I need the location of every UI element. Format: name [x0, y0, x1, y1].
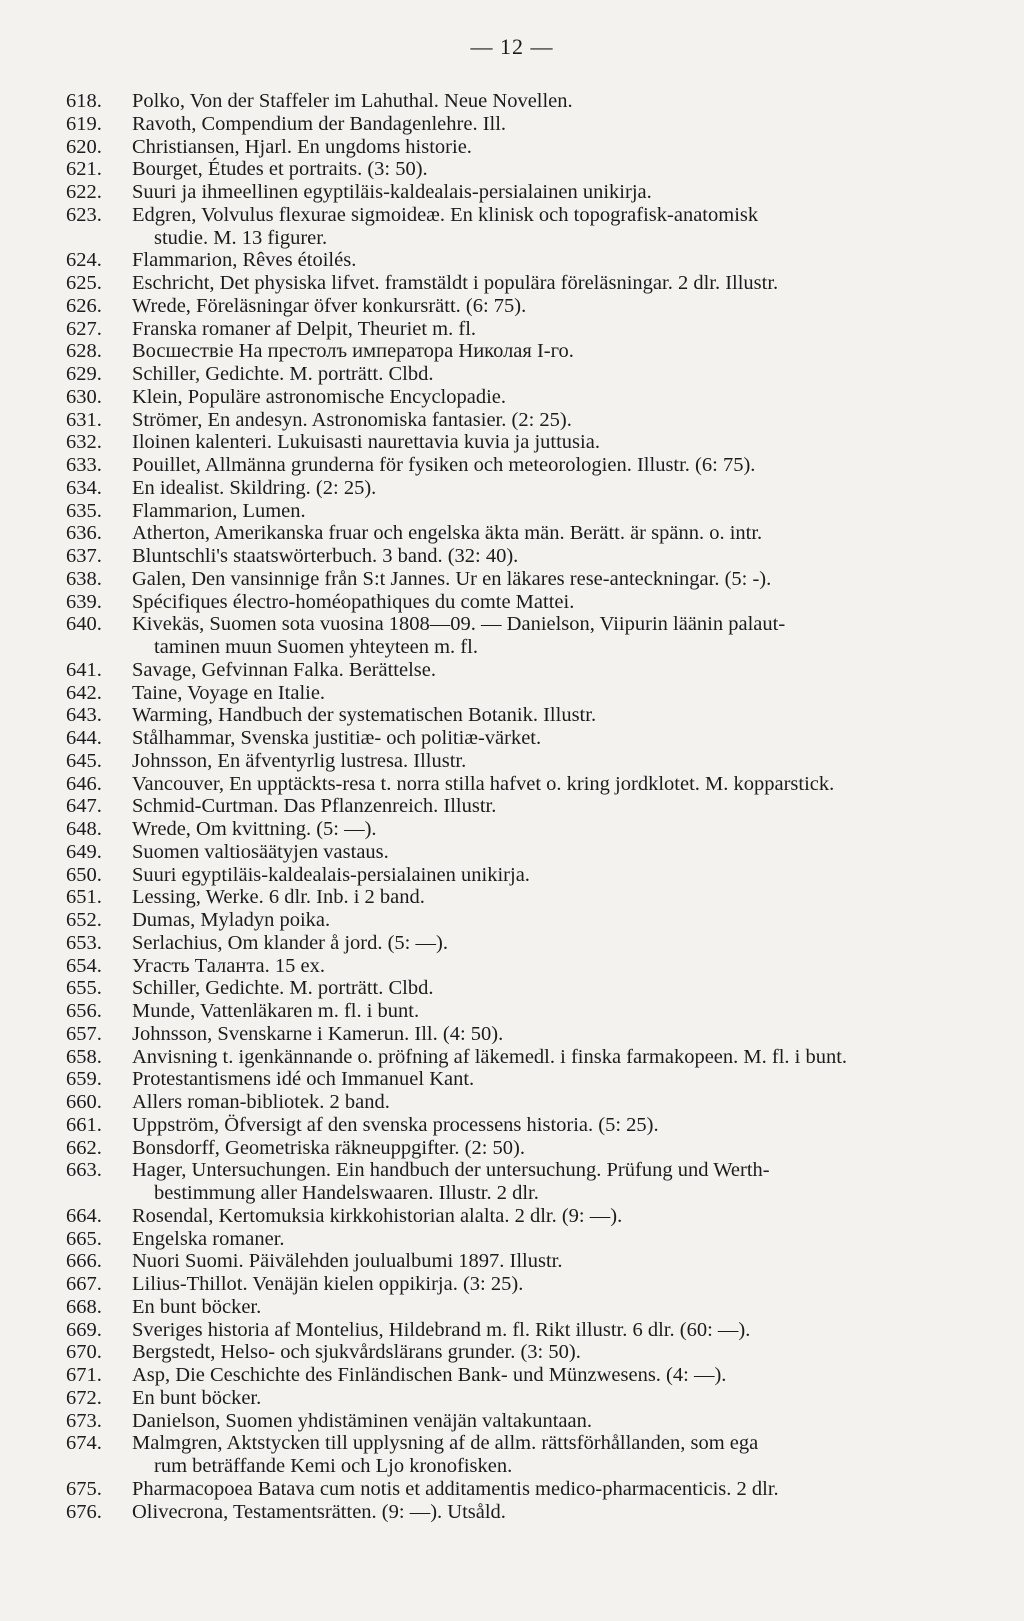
entry-text: [132, 181, 982, 204]
entry-text: [132, 1159, 982, 1205]
entry-title: Hager, Untersuchungen. Ein handbuch der untersuchung. Prüfung und Werth-: [132, 1159, 770, 1182]
entry-number: 666.: [66, 1250, 102, 1273]
catalogue-entry: [66, 864, 982, 887]
entry-text: [132, 955, 982, 978]
catalogue-entry: [66, 1205, 982, 1228]
entry-text: [132, 249, 982, 272]
entry-text: [132, 1501, 982, 1524]
entry-title: Восшествiе На престолъ императора Николая I-го.: [132, 340, 574, 363]
entry-number: 653.: [66, 931, 102, 954]
entry-title: Kivekäs, Suomen sota vuosina 1808—09. — Danielson, Viipurin läänin palaut-: [132, 613, 786, 636]
entry-text: [132, 1250, 982, 1273]
entry-number: 633.: [66, 454, 102, 476]
catalogue-entry: [66, 249, 982, 272]
catalogue-entry: [66, 886, 982, 909]
entry-number: 640.: [66, 613, 102, 636]
entry-number: 626.: [66, 294, 102, 317]
catalogue-entry: [66, 454, 982, 477]
entry-text: [132, 977, 982, 1000]
catalogue-entry: [66, 1250, 982, 1273]
entry-number: 650.: [66, 863, 102, 886]
entry-continuation: bestimmung aller Handelswaaren. Illustr. 2 dlr.: [154, 1182, 539, 1204]
entry-title: Rosendal, Kertomuksia kirkkohistorian alalta. 2 dlr. (9: —).: [132, 1204, 623, 1227]
entry-title: Uppström, Öfversigt af den svenska processens historia. (5: 25).: [132, 1113, 659, 1136]
entry-text: [132, 522, 982, 545]
entry-text: [132, 477, 982, 500]
catalogue-entry: [66, 1228, 982, 1251]
catalogue-entry: [66, 1046, 982, 1069]
entry-title: Engelska romaner.: [132, 1227, 285, 1250]
entry-number: 659.: [66, 1068, 102, 1091]
entry-text: [132, 136, 982, 159]
entry-title: Savage, Gefvinnan Falka. Berättelse.: [132, 658, 436, 681]
entry-text: [132, 1273, 982, 1296]
catalogue-entry: [66, 955, 982, 978]
entry-text: [132, 1478, 982, 1501]
entry-number: 632.: [66, 431, 102, 454]
entry-number: 631.: [66, 408, 102, 431]
entry-number: 675.: [66, 1477, 102, 1500]
entry-title: Vancouver, En upptäckts-resa t. norra stilla hafvet o. kring jordklotet. M. kopparstick.: [132, 772, 835, 795]
entry-number: 661.: [66, 1113, 102, 1136]
entry-number: 644.: [66, 727, 102, 749]
entry-continuation: taminen muun Suomen yhteyteen m. fl.: [154, 636, 478, 658]
entry-number: 649.: [66, 840, 102, 863]
catalogue-entry: [66, 727, 982, 750]
catalogue-entry: [66, 773, 982, 796]
entry-number: 672.: [66, 1386, 102, 1409]
entry-number: 641.: [66, 658, 102, 681]
entry-title: Olivecrona, Testamentsrätten. (9: —). Utsåld.: [132, 1500, 506, 1523]
entry-text: [132, 613, 982, 659]
catalogue-entry: [66, 682, 982, 705]
entry-title: Pouillet, Allmänna grunderna för fysiken och meteorologien. Illustr. (6: 75).: [132, 454, 756, 476]
entry-continuation: rum beträffande Kemi och Ljo kronofisken.: [154, 1455, 513, 1477]
catalogue-entry: [66, 659, 982, 682]
entry-title: Bergstedt, Helso- och sjukvårdslärans grunder. (3: 50).: [132, 1341, 581, 1364]
entry-number: 618.: [66, 90, 102, 112]
entry-title: Suomen valtiosäätyjen vastaus.: [132, 840, 389, 863]
entry-text: [132, 409, 982, 432]
entry-number: 663.: [66, 1159, 102, 1182]
entry-text: [132, 591, 982, 614]
entry-title: Strömer, En andesyn. Astronomiska fantasier. (2: 25).: [132, 408, 572, 431]
entry-number: 660.: [66, 1091, 102, 1113]
entry-title: Johnsson, Svenskarne i Kamerun. Ill. (4: 50).: [132, 1022, 504, 1045]
entry-title: Munde, Vattenläkaren m. fl. i bunt.: [132, 1000, 420, 1022]
catalogue-entry: [66, 704, 982, 727]
entry-number: 665.: [66, 1227, 102, 1250]
entry-number: 619.: [66, 112, 102, 135]
entry-text: [132, 909, 982, 932]
entry-text: [132, 318, 982, 341]
entry-text: [132, 659, 982, 682]
entry-title: Polko, Von der Staffeler im Lahuthal. Neue Novellen.: [132, 90, 573, 112]
catalogue-entry: [66, 1410, 982, 1433]
entry-title: Allers roman-bibliotek. 2 band.: [132, 1091, 390, 1113]
entry-text: [132, 864, 982, 887]
entry-text: [132, 1364, 982, 1387]
entry-title: Danielson, Suomen yhdistäminen venäjän valtakuntaan.: [132, 1409, 592, 1432]
catalogue-entry: [66, 409, 982, 432]
catalogue-entry: [66, 113, 982, 136]
entry-title: Sveriges historia af Montelius, Hildebrand m. fl. Rikt illustr. 6 dlr. (60: —).: [132, 1318, 751, 1341]
entry-text: [132, 795, 982, 818]
entry-text: [132, 886, 982, 909]
catalogue-entry: [66, 1296, 982, 1319]
entry-text: [132, 773, 982, 796]
entry-title: Serlachius, Om klander å jord. (5: —).: [132, 931, 448, 954]
entry-title: Klein, Populäre astronomische Encyclopadie.: [132, 385, 507, 408]
entry-number: 639.: [66, 590, 102, 613]
entry-title: Franska romaner af Delpit, Theuriet m. fl.: [132, 317, 477, 340]
entry-title: Protestantismens idé och Immanuel Kant.: [132, 1068, 475, 1091]
entry-number: 634.: [66, 476, 102, 499]
entry-number: 636.: [66, 522, 102, 545]
catalogue-entry: [66, 431, 982, 454]
entry-text: [132, 1114, 982, 1137]
entry-text: [132, 841, 982, 864]
entry-number: 624.: [66, 249, 102, 272]
catalogue-entry: [66, 1023, 982, 1046]
entry-title: Anvisning t. igenkännande o. pröfning af läkemedl. i finska farmakopeen. M. fl. i bunt.: [132, 1045, 848, 1068]
entry-number: 652.: [66, 909, 102, 931]
catalogue-entry: [66, 1478, 982, 1501]
catalogue-entry: [66, 613, 982, 659]
entry-title: Schiller, Gedichte. M. porträtt. Clbd.: [132, 977, 434, 1000]
entry-title: En idealist. Skildring. (2: 25).: [132, 476, 377, 499]
entry-number: 657.: [66, 1022, 102, 1045]
catalogue-entry: [66, 1137, 982, 1160]
entry-number: 622.: [66, 181, 102, 203]
entry-number: 658.: [66, 1045, 102, 1068]
entry-title: Atherton, Amerikanska fruar och engelska äkta män. Berätt. är spänn. o. intr.: [132, 522, 763, 545]
catalogue-entry: [66, 1319, 982, 1342]
entry-title: Wrede, Föreläsningar öfver konkursrätt. (6: 75).: [132, 294, 527, 317]
entry-text: [132, 1068, 982, 1091]
catalogue-entry: [66, 545, 982, 568]
catalogue-entry: [66, 477, 982, 500]
catalogue-entry: [66, 568, 982, 591]
entry-text: [132, 727, 982, 750]
entry-text: [132, 1000, 982, 1023]
catalogue-entry: [66, 818, 982, 841]
entry-text: [132, 158, 982, 181]
entry-number: 648.: [66, 818, 102, 840]
entry-title: Taine, Voyage en Italie.: [132, 681, 326, 704]
catalogue-entry: [66, 1364, 982, 1387]
entry-number: 668.: [66, 1295, 102, 1318]
entry-title: Lessing, Werke. 6 dlr. Inb. i 2 band.: [132, 886, 425, 909]
entry-title: En bunt böcker.: [132, 1386, 262, 1409]
entry-text: [132, 1023, 982, 1046]
entry-number: 621.: [66, 158, 102, 181]
entry-title: Bluntschli's staatswörterbuch. 3 band. (32: 40).: [132, 545, 519, 567]
entry-text: [132, 1137, 982, 1160]
entry-title: Pharmacopoea Batava cum notis et additamentis medico-pharmacenticis. 2 dlr.: [132, 1477, 779, 1500]
catalogue-entry: [66, 977, 982, 1000]
entry-text: [132, 272, 982, 295]
catalogue-entry: [66, 1387, 982, 1410]
catalogue-entry: [66, 272, 982, 295]
catalogue-entry: [66, 500, 982, 523]
entry-text: [132, 1432, 982, 1478]
entry-text: [132, 750, 982, 773]
catalogue-entry: [66, 591, 982, 614]
entry-title: Угасть Таланта. 15 ex.: [132, 954, 325, 977]
entry-number: 654.: [66, 954, 102, 977]
entry-title: Eschricht, Det physiska lifvet. framstäldt i populära föreläsningar. 2 dlr. Illustr.: [132, 272, 779, 294]
catalogue-entry: [66, 340, 982, 363]
entry-number: 676.: [66, 1500, 102, 1523]
entry-number: 643.: [66, 704, 102, 727]
entry-text: [132, 682, 982, 705]
entry-number: 674.: [66, 1432, 102, 1455]
catalogue-entry: [66, 158, 982, 181]
entry-number: 638.: [66, 567, 102, 590]
entry-text: [132, 704, 982, 727]
entry-title: Flammarion, Lumen.: [132, 499, 306, 522]
entry-number: 662.: [66, 1136, 102, 1159]
catalogue-entry: [66, 204, 982, 250]
entry-text: [132, 363, 982, 386]
entry-text: [132, 1228, 982, 1251]
entry-text: [132, 340, 982, 363]
entry-title: Warming, Handbuch der systematischen Botanik. Illustr.: [132, 704, 597, 727]
catalogue-entry: [66, 318, 982, 341]
entry-text: [132, 204, 982, 250]
entry-number: 645.: [66, 749, 102, 772]
entry-title: Stålhammar, Svenska justitiæ- och politiæ-värket.: [132, 727, 542, 749]
entry-title: Suuri egyptiläis-kaldealais-persialainen unikirja.: [132, 863, 530, 886]
entry-title: Suuri ja ihmeellinen egyptiläis-kaldealais-persialainen unikirja.: [132, 181, 652, 203]
entry-number: 671.: [66, 1364, 102, 1386]
catalogue-entry: [66, 181, 982, 204]
catalogue-entry: [66, 841, 982, 864]
entry-text: [132, 1387, 982, 1410]
entry-title: Iloinen kalenteri. Lukuisasti naurettavia kuvia ja juttusia.: [132, 431, 600, 454]
entry-number: 651.: [66, 886, 102, 909]
entry-title: Asp, Die Ceschichte des Finländischen Bank- und Münzwesens. (4: —).: [132, 1364, 727, 1386]
entry-continuation: studie. M. 13 figurer.: [154, 226, 328, 249]
entry-number: 623.: [66, 203, 102, 226]
entry-text: [132, 1410, 982, 1433]
entry-title: En bunt böcker.: [132, 1295, 262, 1318]
catalogue-list: [66, 90, 982, 1523]
catalogue-entry: [66, 750, 982, 773]
catalogue-entry: [66, 386, 982, 409]
catalogue-entry: [66, 1432, 982, 1478]
entry-text: [132, 1046, 982, 1069]
entry-title: Wrede, Om kvittning. (5: —).: [132, 818, 377, 840]
entry-title: Christiansen, Hjarl. En ungdoms historie.: [132, 135, 472, 158]
entry-title: Nuori Suomi. Päivälehden joulualbumi 1897. Illustr.: [132, 1250, 563, 1273]
entry-number: 647.: [66, 795, 102, 818]
entry-title: Spécifiques électro-homéopathiques du comte Mattei.: [132, 590, 575, 613]
catalogue-entry: [66, 363, 982, 386]
entry-number: 656.: [66, 1000, 102, 1022]
entry-text: [132, 818, 982, 841]
entry-number: 664.: [66, 1204, 102, 1227]
entry-number: 627.: [66, 317, 102, 340]
catalogue-entry: [66, 1114, 982, 1137]
entry-text: [132, 454, 982, 477]
entry-number: 669.: [66, 1318, 102, 1341]
catalogue-entry: [66, 522, 982, 545]
catalogue-entry: [66, 932, 982, 955]
entry-number: 620.: [66, 135, 102, 158]
entry-number: 642.: [66, 681, 102, 704]
catalogue-entry: [66, 1091, 982, 1114]
entry-number: 670.: [66, 1341, 102, 1364]
entry-title: Bourget, Études et portraits. (3: 50).: [132, 158, 428, 181]
entry-text: [132, 113, 982, 136]
entry-title: Lilius-Thillot. Venäjän kielen oppikirja. (3: 25).: [132, 1273, 524, 1295]
entry-text: [132, 295, 982, 318]
entry-text: [132, 431, 982, 454]
entry-text: [132, 932, 982, 955]
entry-text: [132, 90, 982, 113]
entry-number: 630.: [66, 385, 102, 408]
entry-title: Edgren, Volvulus flexurae sigmoideæ. En klinisk och topografisk-anatomisk: [132, 203, 759, 226]
entry-title: Malmgren, Aktstycken till upplysning af de allm. rättsförhållanden, som ega: [132, 1432, 759, 1455]
entry-text: [132, 568, 982, 591]
catalogue-entry: [66, 1341, 982, 1364]
entry-number: 637.: [66, 545, 102, 567]
entry-title: Galen, Den vansinnige från S:t Jannes. Ur en läkares rese-anteckningar. (5: -).: [132, 567, 772, 590]
entry-number: 667.: [66, 1273, 102, 1295]
entry-number: 629.: [66, 363, 102, 385]
catalogue-entry: [66, 136, 982, 159]
entry-text: [132, 1319, 982, 1342]
entry-title: Dumas, Myladyn poika.: [132, 909, 331, 931]
entry-number: 628.: [66, 340, 102, 363]
entry-text: [132, 1341, 982, 1364]
entry-title: Schiller, Gedichte. M. porträtt. Clbd.: [132, 363, 434, 385]
entry-number: 646.: [66, 772, 102, 795]
entry-number: 655.: [66, 977, 102, 1000]
entry-number: 635.: [66, 499, 102, 522]
catalogue-entry: [66, 1000, 982, 1023]
catalogue-entry: [66, 1501, 982, 1524]
page-number: — 12 —: [470, 34, 554, 59]
entry-title: Flammarion, Rêves étoilés.: [132, 249, 357, 272]
entry-title: Bonsdorff, Geometriska räkneuppgifter. (2: 50).: [132, 1136, 526, 1159]
entry-text: [132, 1205, 982, 1228]
entry-text: [132, 545, 982, 568]
entry-title: Schmid-Curtman. Das Pflanzenreich. Illustr.: [132, 795, 497, 818]
catalogue-entry: [66, 1159, 982, 1205]
catalogue-entry: [66, 1068, 982, 1091]
catalogue-entry: [66, 90, 982, 113]
entry-text: [132, 1296, 982, 1319]
entry-text: [132, 1091, 982, 1114]
catalogue-entry: [66, 909, 982, 932]
catalogue-entry: [66, 795, 982, 818]
catalogue-entry: [66, 1273, 982, 1296]
entry-text: [132, 386, 982, 409]
entry-number: 673.: [66, 1409, 102, 1432]
entry-text: [132, 500, 982, 523]
entry-title: Johnsson, En äfventyrlig lustresa. Illustr.: [132, 749, 467, 772]
entry-number: 625.: [66, 272, 102, 294]
entry-title: Ravoth, Compendium der Bandagenlehre. Ill.: [132, 112, 507, 135]
catalogue-entry: [66, 295, 982, 318]
